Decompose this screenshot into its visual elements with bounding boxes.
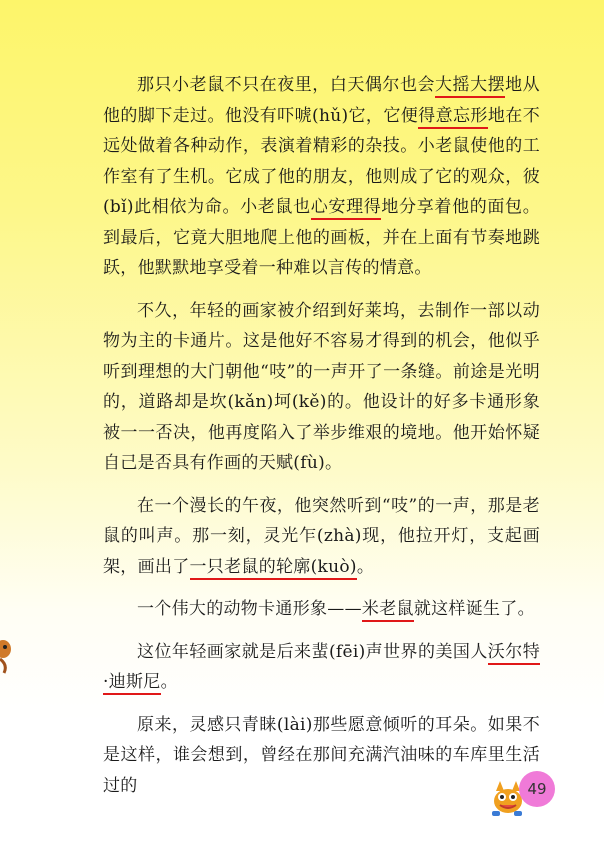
- underlined-phrase: 得意忘形: [418, 106, 488, 129]
- text-run: 。: [160, 672, 178, 692]
- body-text: [103, 70, 540, 813]
- text-run: 在一个漫长的午夜，他突然听到“吱”的一声，那是老鼠的叫声。那一刻，灵光乍(zhà)现，他拉开灯，支起画架，画出了: [103, 495, 540, 577]
- paragraph: [103, 594, 540, 625]
- underlined-phrase: 大摇大摆: [435, 75, 505, 98]
- text-run: 一个伟大的动物卡通形象——: [137, 599, 362, 619]
- text-run: 原来，灵感只青睐(lài)那些愿意倾听的耳朵。如果不是这样，谁会想到，曾经在那间充满汽油味的车库里生活过的: [103, 714, 540, 796]
- text-run: 。: [356, 556, 375, 577]
- underlined-phrase: 米老鼠: [362, 599, 414, 622]
- text-run: 地分享着他的面包。到最后，它竟大胆地爬上他的画板，并在上面有节奏地跳跃，他默默地享受着一种难以言传的情意。: [103, 197, 541, 278]
- paragraph: [103, 70, 540, 284]
- decorative-figure-edge: [0, 635, 14, 675]
- underlined-phrase: 心安理得: [311, 197, 382, 220]
- paragraph: [103, 710, 540, 802]
- text-run: 那只小老鼠不只在夜里，白天偶尔也会: [137, 75, 436, 95]
- paragraph: [103, 637, 540, 698]
- paragraph: [103, 296, 540, 479]
- text-run: 就这样诞生了。: [413, 599, 535, 619]
- underlined-phrase: 一只老鼠的轮廓(kuò): [190, 557, 357, 580]
- paragraph: [103, 491, 540, 583]
- page-number: 49: [519, 771, 555, 807]
- text-run: 地从他的脚下走过。他没有吓唬(hǔ)它，它便: [103, 75, 540, 126]
- text-run: 地在不远处做着各种动作，表演着精彩的杂技。小老鼠使他的工作室有了生机。它成了他的朋友，他则成了它的观众，彼(bǐ)此相依为命。小老鼠也: [103, 105, 540, 217]
- underlined-phrase: 沃尔特·迪斯尼: [103, 642, 540, 696]
- text-run: 这位年轻画家就是后来蜚(fēi)声世界的美国人: [137, 641, 488, 662]
- text-run: 不久，年轻的画家被介绍到好莱坞，去制作一部以动物为主的卡通片。这是他好不容易才得到的机会，他似乎听到理想的大门朝他“吱”的一声开了一条缝。前途是光明的，道路却是坎(kǎn)坷(kě)的。他设计的好多卡通形象被一一否决，他再度陷入了举步维艰的境地。他开始怀疑自己是否具有作画的天赋(fù)。: [103, 300, 540, 473]
